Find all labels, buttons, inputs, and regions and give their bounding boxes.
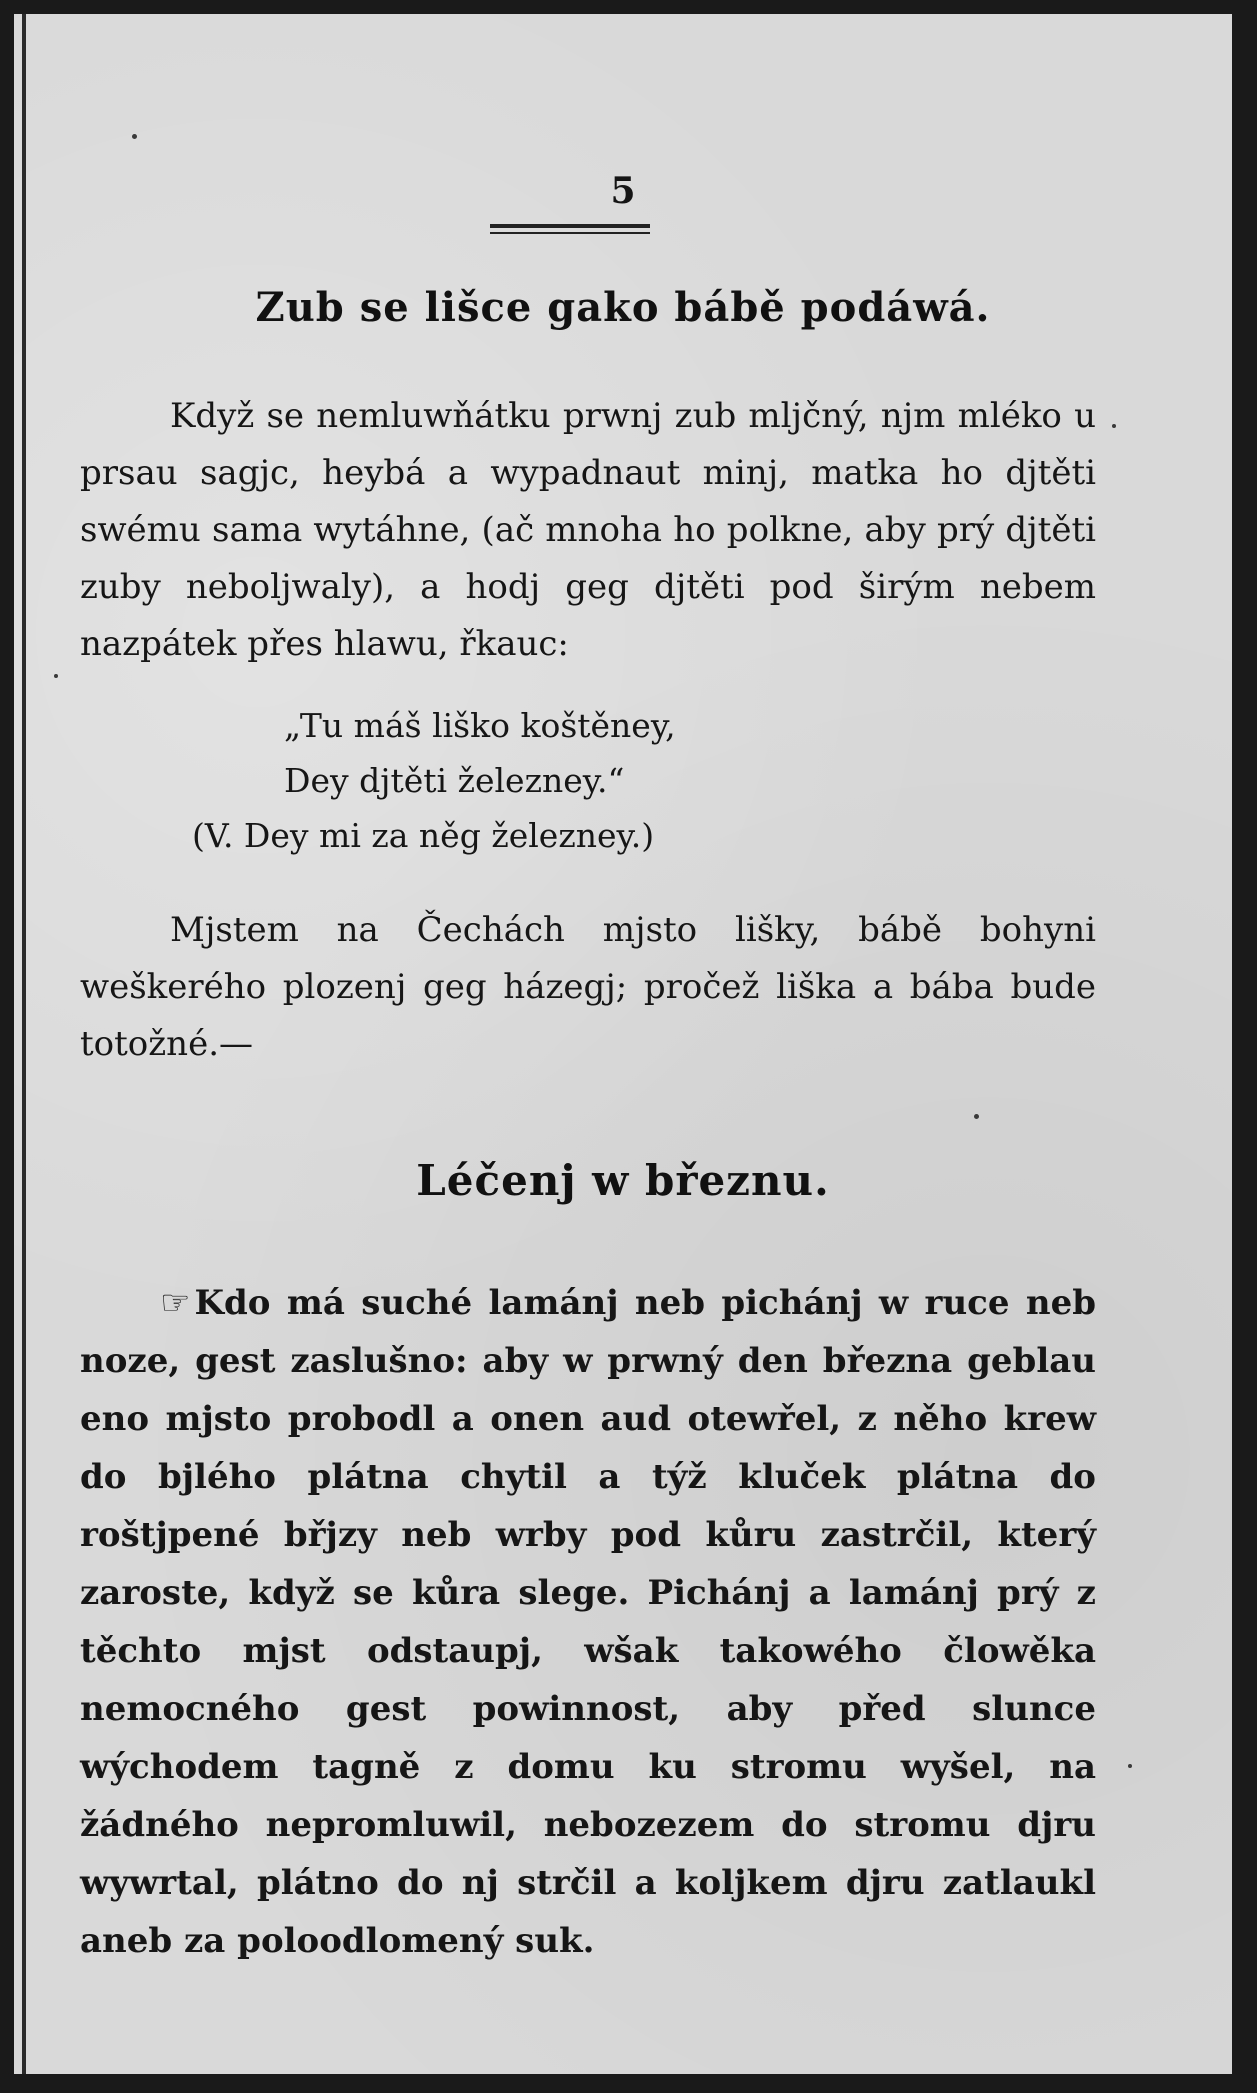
print-speck — [54, 674, 58, 678]
paragraph-tooth: Když se nemluwňátku prwnj zub mljčný, njm mléko u prsau sagjc, heybá a wypadnaut minj, matka ho djtěti swému sama wytáhne, (ač mnoha ho polkne, aby prý djtěti zuby neboljwaly), a hodj geg djtěti pod širým nebem nazpátek přes hlawu, řkauc: — [80, 396, 1096, 664]
paragraph-healing — [80, 1274, 1096, 1970]
book-page — [14, 14, 1232, 2074]
page-number-rule-top — [490, 224, 650, 228]
page-number: 5 — [610, 170, 636, 212]
print-speck — [132, 134, 137, 139]
print-speck — [1112, 424, 1116, 428]
page-number-rule-bottom — [490, 232, 650, 234]
verse-line-1: „Tu máš liško koštěney, — [284, 706, 676, 745]
paragraph-healing-text: Kdo má suché lamánj neb pichánj w ruce neb noze, gest zaslušno: aby w prwný den března geblau eno mjsto probodl a onen aud otewřel, z něho krew do bjlého plátna chytil a týž kluček plátna do roštjpené břjzy neb wrby pod kůru zastrčil, který zaroste, když se kůra slege. Pichánj a lamánj prý z těchto mjst odstaupj, wšak takowého člowěka nemocného gest powinnost, aby před slunce wýchodem tagně z domu ku stromu wyšel, na žádného nepromluwil, nebozezem do stromu djru wywrtal, plátno do nj strčil a koljkem djru zatlaukl aneb za poloodlomený suk. — [80, 1283, 1096, 1961]
print-speck — [974, 1114, 979, 1119]
section-title-healing: Léčenj w březnu. — [416, 1156, 830, 1205]
verse-line-2: Dey djtěti železney.“ — [284, 761, 625, 800]
pointing-hand-icon: ☞ — [160, 1283, 191, 1323]
print-speck — [1128, 1764, 1132, 1768]
section-title-tooth: Zub se lišce gako bábě podáwá. — [255, 284, 991, 331]
verse-line-3: (V. Dey mi za něg železney.) — [192, 816, 655, 855]
paragraph-bohyne: Mjstem na Čechách mjsto lišky, bábě bohyni weškerého plozenj geg házegj; pročež liška a bába bude totožné.— — [80, 910, 1096, 1064]
